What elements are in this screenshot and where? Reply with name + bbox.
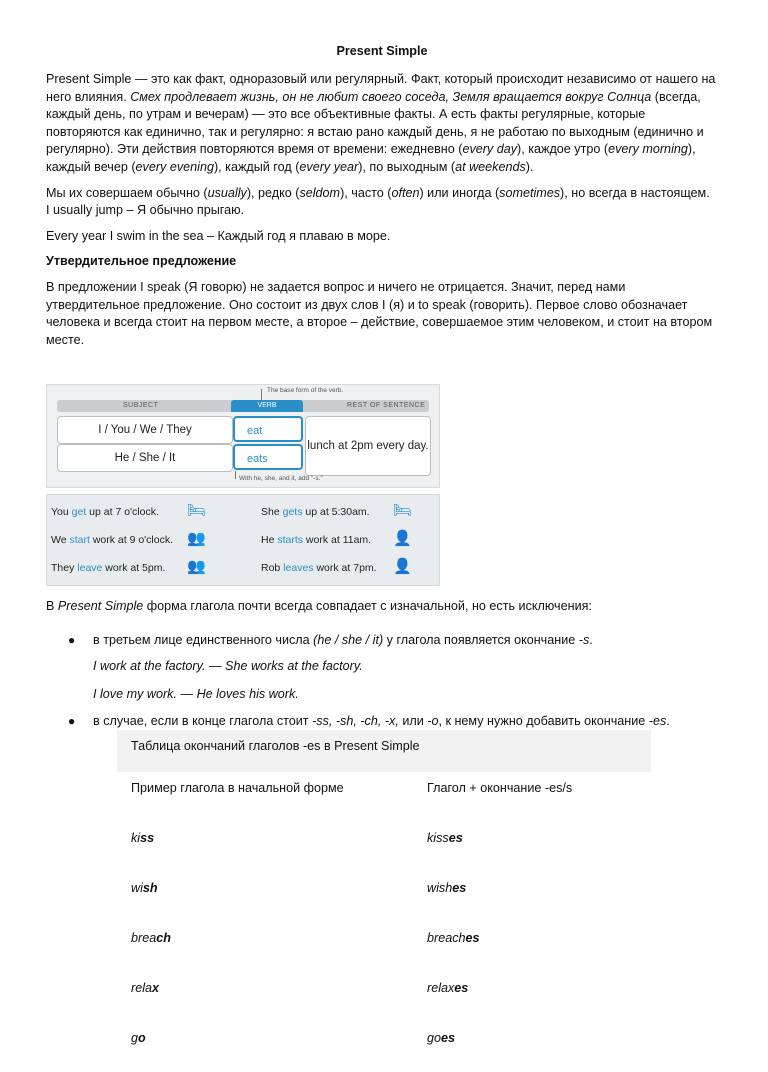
list-item: ● в случае, если в конце глагола стоит -ss, -sh, -ch, -x, или -o, к нему нужно добавить окончание -es. xyxy=(46,713,718,731)
table-row xyxy=(117,922,651,972)
freq-text-b: ), редко ( xyxy=(246,185,300,200)
term-every-evening: every evening xyxy=(135,159,214,174)
example-loves: I love my work. — He loves his work. xyxy=(93,686,299,701)
example-we-start: We start work at 9 o'clock. xyxy=(51,534,174,546)
note-arrow-bottom xyxy=(235,471,236,479)
header-rest: REST OF SENTENCE xyxy=(347,402,426,409)
document-page xyxy=(46,0,718,349)
list-item: ● в третьем лице единственного числа (he / she / it) у глагола появляется окончание -s. xyxy=(46,632,718,650)
freq-text-c: ), часто ( xyxy=(340,185,392,200)
freq-text-a: Мы их совершаем обычно ( xyxy=(46,185,208,200)
exceptions-paragraph: В Present Simple форма глагола почти всегда совпадает с изначальной, но есть исключения: xyxy=(46,599,592,613)
intro-text-3: ), каждое утро ( xyxy=(517,142,609,157)
verb-form-cell: relaxes xyxy=(427,981,469,995)
affirmative-paragraph: В предложении I speak (Я говорю) не задается вопрос и ничего не отрицается. Значит, перед нами утвердительное предложение. Оно состоит из двух слов I (я) и to speak (говорить). Первое слово обозначает человека и всегда стоит на первом месте, а второе – действие, совершаемое этим человеком, и стоит на втором месте. xyxy=(46,279,713,347)
frequency-paragraph xyxy=(46,185,718,220)
note-add-s: With he, she, and it, add "-s." xyxy=(239,475,323,482)
table-row xyxy=(117,1022,651,1072)
verb-base-cell: go xyxy=(131,1031,146,1045)
note-base-form: The base form of the verb. xyxy=(267,387,344,394)
verb-base-cell: kiss xyxy=(131,831,155,845)
intro-text-5: ), каждый год ( xyxy=(213,159,300,174)
affirmative-heading: Утвердительное предложение xyxy=(46,254,237,269)
table-caption: Таблица окончаний глаголов -es в Present Simple xyxy=(117,730,651,772)
verb-form-cell: breaches xyxy=(427,931,480,945)
term-often: often xyxy=(391,185,420,200)
column-header-form: Глагол + окончание -es/s xyxy=(427,781,573,795)
term-sometimes: sometimes xyxy=(499,185,561,200)
worker-leaving-icon: 👤 xyxy=(393,558,412,575)
bed-icon: 🛏 xyxy=(393,502,413,519)
freq-text-e: ), но всегда в настоящем. xyxy=(560,185,710,200)
term-usually: usually xyxy=(207,185,247,200)
column-header-base: Пример глагола в начальной форме xyxy=(131,781,344,795)
verb-form-cell: wishes xyxy=(427,881,467,895)
intro-text-6: ), по выходным ( xyxy=(358,159,456,174)
verb-base-cell: wish xyxy=(131,881,158,895)
intro-text-7: ). xyxy=(525,159,534,174)
bed-icon: 🛏 xyxy=(187,502,207,519)
freq-text-d: ) или иногда ( xyxy=(419,185,500,200)
table-row xyxy=(117,972,651,1022)
example-they-leave: They leave work at 5pm. xyxy=(51,562,166,574)
term-every-year: every year xyxy=(299,159,359,174)
workers-icon: 👥 xyxy=(187,530,206,547)
intro-text-1: Present Simple — это как факт, одноразовый или регулярный. Факт, который происходит независимо от нашего на него влияния. xyxy=(46,72,716,104)
rest-of-sentence: lunch at 2pm every day. xyxy=(305,416,431,476)
header-verb-box xyxy=(231,400,303,412)
verb-base-cell: breach xyxy=(131,931,171,945)
table-body xyxy=(117,822,651,1072)
verb-form-cell: kisses xyxy=(427,831,463,845)
bullet-icon: ● xyxy=(68,714,76,729)
term-every-day: every day xyxy=(462,142,518,157)
verb-base: eat xyxy=(233,416,303,442)
header-verb: VERB xyxy=(257,402,277,409)
table-header-row xyxy=(117,772,651,822)
worker-desk-icon: 👤 xyxy=(393,530,412,547)
intro-paragraph xyxy=(46,71,718,177)
exceptions-list xyxy=(46,632,718,650)
intro-text-4: ), каждый вечер ( xyxy=(46,142,696,174)
example-works: I work at the factory. — She works at the factory. xyxy=(93,659,363,674)
exceptions-section xyxy=(46,598,718,731)
example-rob-leaves: Rob leaves work at 7pm. xyxy=(261,562,377,574)
example-he-starts: He starts work at 11am. xyxy=(261,534,372,546)
subject-singular: He / She / It xyxy=(57,444,233,472)
verb-form-cell: goes xyxy=(427,1031,456,1045)
jump-example: I usually jump – Я обычно прыгаю. xyxy=(46,203,245,218)
page-title: Present Simple xyxy=(336,44,428,58)
header-subject: SUBJECT xyxy=(123,402,159,409)
term-at-weekends: at weekends xyxy=(455,159,526,174)
table-row xyxy=(117,872,651,922)
examples-figure xyxy=(46,494,440,586)
endings-table xyxy=(117,730,651,1072)
intro-italic-examples: Смех продлевает жизнь, он не любит своего соседа, Земля вращается вокруг Солнца xyxy=(130,89,652,104)
intro-text-2: (всегда, каждый день, по утрам и вечерам) — это все объективные факты. А есть факты регулярные, которые повторяются как единично, так и регулярно: я встаю рано каждый день, я не работаю по выходным (единично и регулярно). Эти действия повторяются время от времени: ежедневно ( xyxy=(46,89,704,157)
bullet-icon: ● xyxy=(68,632,76,647)
exceptions-list-2 xyxy=(46,713,718,731)
verb-s-form: eats xyxy=(233,444,303,470)
verb-base-cell: relax xyxy=(131,981,160,995)
subject-plural: I / You / We / They xyxy=(57,416,233,444)
term-every-morning: every morning xyxy=(608,142,688,157)
swim-example: Every year I swim in the sea – Каждый год я плаваю в море. xyxy=(46,228,391,243)
workers-leaving-icon: 👥 xyxy=(187,558,206,575)
verb-form-diagram xyxy=(46,384,440,488)
example-you-get: You get up at 7 o'clock. xyxy=(51,506,159,518)
term-seldom: seldom xyxy=(299,185,341,200)
example-she-gets: She gets up at 5:30am. xyxy=(261,506,370,518)
table-row xyxy=(117,822,651,872)
